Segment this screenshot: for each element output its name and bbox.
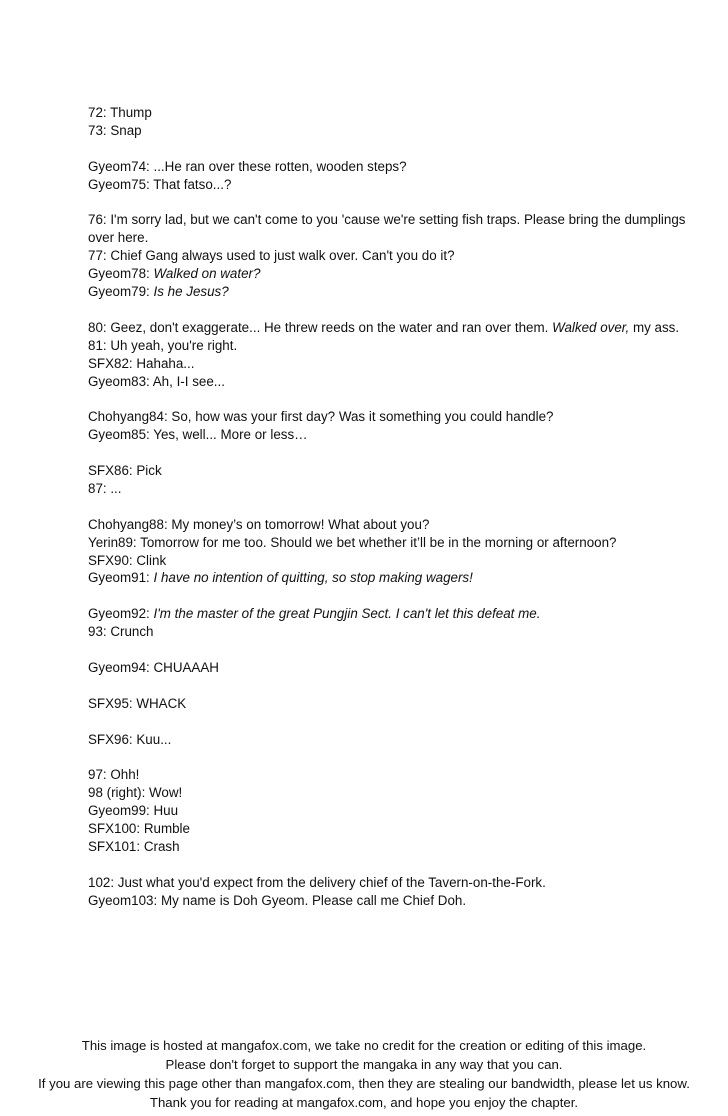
- italic-text: Walked on water?: [153, 266, 261, 282]
- line-text: SFX95: WHACK: [88, 695, 187, 711]
- line-text: 102: Just what you'd expect from the delivery chief of the Tavern-on-the-Fork.: [88, 874, 546, 890]
- line-text: 72: Thump: [88, 105, 152, 120]
- line-text: Gyeom83: Ah, I-I see...: [88, 373, 225, 389]
- line-text: Chohyang88: My money’s on tomorrow! What about you?: [88, 516, 430, 532]
- script-line: [88, 211, 688, 247]
- line-text: Gyeom75: That fatso...?: [88, 176, 232, 192]
- line-text: my ass.: [629, 319, 680, 335]
- line-text: Gyeom103: My name is Doh Gyeom. Please call me Chief Doh.: [88, 892, 467, 908]
- script-line: [88, 552, 688, 570]
- script-line: [88, 104, 688, 122]
- script-line: [88, 158, 688, 176]
- line-text: SFX86: Pick: [88, 463, 162, 479]
- footer-line: Thank you for reading at mangafox.com, and hope you enjoy the chapter.: [149, 1095, 579, 1110]
- script-line: [88, 265, 688, 283]
- script-line: [88, 695, 688, 713]
- italic-text: Is he Jesus?: [153, 284, 229, 300]
- block-gap: [88, 641, 688, 659]
- italic-text: I'm the master of the great Pungjin Sect. I can't let this defeat me.: [153, 606, 541, 622]
- script-line: [88, 426, 688, 444]
- script-line: [88, 784, 688, 802]
- line-text: Gyeom85: Yes, well... More or less…: [88, 427, 308, 443]
- italic-text: I have no intention of quitting, so stop making wagers!: [153, 570, 473, 586]
- line-text: 80: Geez, don't exaggerate... He threw reeds on the water and ran over them.: [88, 319, 553, 335]
- script-line: [88, 319, 688, 337]
- script-line: [88, 247, 688, 265]
- block-gap: [88, 677, 688, 695]
- line-text: 77: Chief Gang always used to just walk over. Can't you do it?: [88, 248, 455, 264]
- line-text: Gyeom78:: [88, 266, 154, 282]
- italic-text: Walked over,: [552, 319, 630, 335]
- block-gap: [88, 498, 688, 516]
- footer-line: If you are viewing this page other than mangafox.com, then they are stealing our bandwidth, please let us know.: [38, 1076, 690, 1091]
- line-text: 87: ...: [88, 480, 122, 496]
- line-text: Gyeom91:: [88, 570, 154, 586]
- script-line: [88, 731, 688, 749]
- script-line: [88, 766, 688, 784]
- script-line: [88, 802, 688, 820]
- footer-line: This image is hosted at mangafox.com, we take no credit for the creation or editing of this image.: [81, 1038, 647, 1053]
- line-text: 97: Ohh!: [88, 767, 140, 783]
- script-line: [88, 605, 688, 623]
- block-gap: [88, 748, 688, 766]
- block-gap: [88, 301, 688, 319]
- script-line: [88, 659, 688, 677]
- script-line: [88, 462, 688, 480]
- script-line: [88, 337, 688, 355]
- line-text: 73: Snap: [88, 122, 142, 138]
- line-text: 93: Crunch: [88, 624, 154, 640]
- script-line: [88, 480, 688, 498]
- line-text: SFX100: Rumble: [88, 821, 190, 837]
- line-text: SFX90: Clink: [88, 552, 167, 568]
- block-gap: [88, 390, 688, 408]
- script-line: [88, 623, 688, 641]
- line-text: Gyeom99: Huu: [88, 803, 179, 819]
- block-gap: [88, 587, 688, 605]
- line-text: Gyeom74: ...He ran over these rotten, wooden steps?: [88, 158, 407, 174]
- script-line: [88, 838, 688, 856]
- script-line: [88, 820, 688, 838]
- script-line: [88, 408, 688, 426]
- script-line: [88, 516, 688, 534]
- block-gap: [88, 444, 688, 462]
- line-text: Yerin89: Tomorrow for me too. Should we bet whether it’ll be in the morning or afternoon?: [88, 534, 617, 550]
- script-line: [88, 176, 688, 194]
- line-text: SFX96: Kuu...: [88, 731, 172, 747]
- script-line: [88, 373, 688, 391]
- line-text: 81: Uh yeah, you're right.: [88, 337, 238, 353]
- line-text: Chohyang84: So, how was your first day? Was it something you could handle?: [88, 409, 554, 425]
- block-gap: [88, 713, 688, 731]
- script-line: [88, 569, 688, 587]
- translation-script: [88, 104, 688, 910]
- script-line: [88, 874, 688, 892]
- block-gap: [88, 140, 688, 158]
- block-gap: [88, 856, 688, 874]
- script-line: [88, 892, 688, 910]
- line-text: SFX101: Crash: [88, 838, 180, 854]
- script-line: [88, 283, 688, 301]
- script-line: [88, 534, 688, 552]
- script-line: [88, 355, 688, 373]
- line-text: 98 (right): Wow!: [88, 785, 183, 801]
- line-text: Gyeom79:: [88, 284, 154, 300]
- line-text: SFX82: Hahaha...: [88, 355, 195, 371]
- footer-line: Please don't forget to support the mangaka in any way that you can.: [165, 1057, 563, 1072]
- line-text: 76: I'm sorry lad, but we can't come to you 'cause we're setting fish traps. Please bring the dumplings over here.: [88, 212, 686, 246]
- line-text: Gyeom94: CHUAAAH: [88, 659, 219, 675]
- line-text: Gyeom92:: [88, 606, 154, 622]
- block-gap: [88, 194, 688, 212]
- hosting-disclaimer: [0, 1036, 728, 1112]
- script-line: [88, 122, 688, 140]
